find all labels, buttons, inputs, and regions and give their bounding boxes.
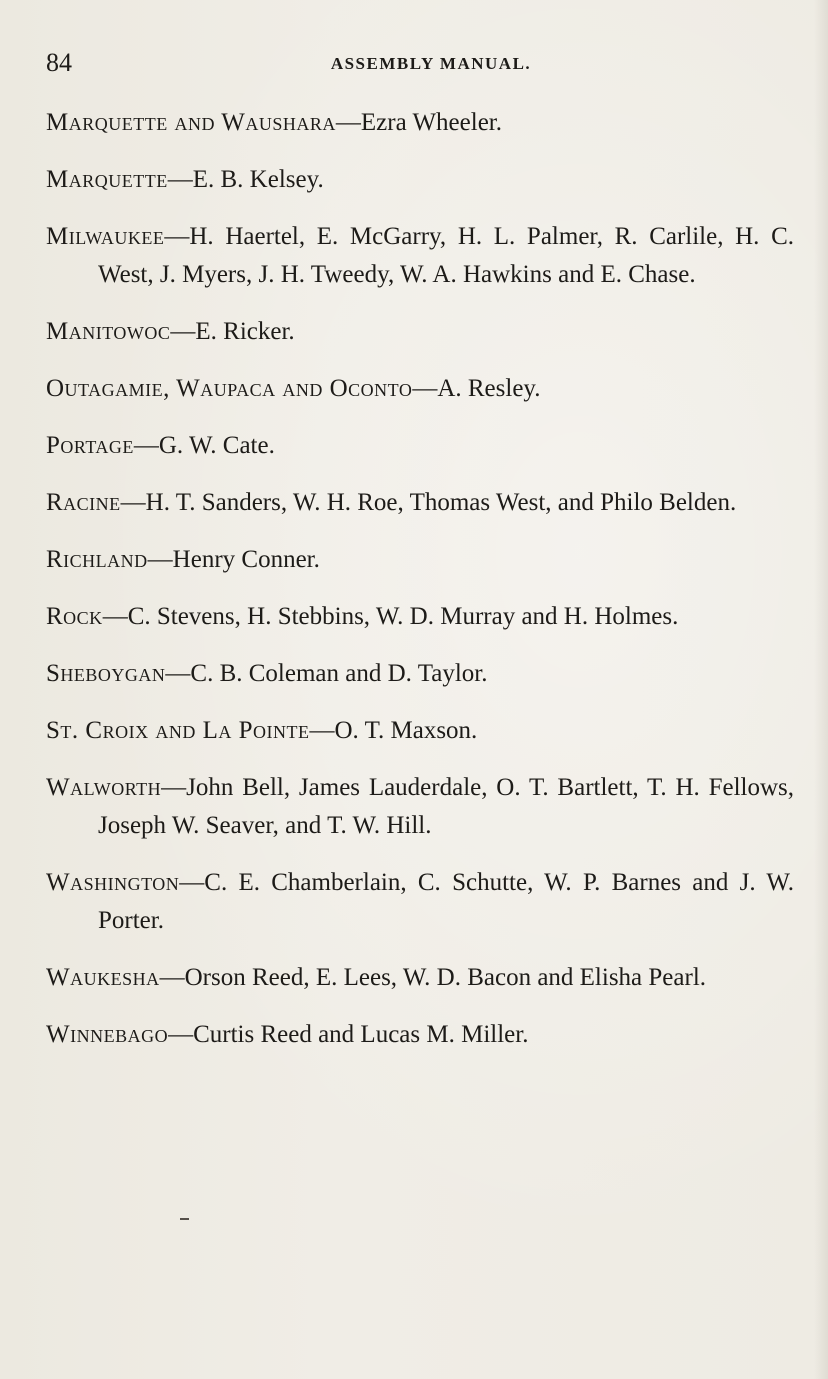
member-names: —H. T. Sanders, W. H. Roe, Thomas West, and Philo Belden.	[120, 489, 737, 516]
county-name: Washington	[46, 869, 180, 896]
county-name: Marquette and Waushara	[46, 109, 336, 136]
member-names: —John Bell, James Lauderdale, O. T. Bartlett, T. H. Fellows, Joseph W. Seaver, and T. W. Hill.	[98, 774, 794, 839]
member-names: —H. Haertel, E. McGarry, H. L. Palmer, R. Carlile, H. C. West, J. Myers, J. H. Tweedy, W. A. Hawkins and E. Chase.	[98, 223, 794, 288]
list-item	[46, 959, 794, 997]
page-header	[46, 48, 786, 82]
member-names: —O. T. Maxson.	[309, 717, 478, 744]
county-name: Racine	[46, 489, 121, 516]
county-name: Walworth	[46, 774, 162, 801]
member-names: —E. Ricker.	[170, 318, 295, 345]
county-name: Rock	[46, 603, 103, 630]
list-item	[46, 427, 794, 465]
member-names: —E. B. Kelsey.	[167, 166, 324, 193]
list-item	[46, 218, 794, 294]
member-names: —C. Stevens, H. Stebbins, W. D. Murray and H. Holmes.	[102, 603, 679, 630]
list-item	[46, 712, 794, 750]
member-list	[46, 104, 794, 1073]
member-names: —Henry Conner.	[147, 546, 320, 573]
county-name: Portage	[46, 432, 134, 459]
list-item	[46, 769, 794, 845]
list-item	[46, 161, 794, 199]
list-item	[46, 370, 794, 408]
member-names: —C. B. Coleman and D. Taylor.	[165, 660, 488, 687]
county-name: Winnebago	[46, 1021, 169, 1048]
county-name: Richland	[46, 546, 148, 573]
list-item	[46, 541, 794, 579]
county-name: Marquette	[46, 166, 168, 193]
list-item	[46, 864, 794, 940]
list-item	[46, 313, 794, 351]
list-item	[46, 598, 794, 636]
member-names: —Orson Reed, E. Lees, W. D. Bacon and Elisha Pearl.	[159, 964, 707, 991]
county-name: Waukesha	[46, 964, 160, 991]
list-item	[46, 1016, 794, 1054]
member-names: —Ezra Wheeler.	[335, 109, 502, 136]
county-name: Sheboygan	[46, 660, 166, 687]
ink-mark	[180, 1218, 189, 1220]
running-head: ASSEMBLY MANUAL.	[330, 54, 532, 73]
county-name: Manitowoc	[46, 318, 171, 345]
list-item	[46, 104, 794, 142]
member-names: —Curtis Reed and Lucas M. Miller.	[168, 1021, 529, 1048]
member-names: —G. W. Cate.	[133, 432, 275, 459]
member-names: —A. Resley.	[412, 375, 541, 402]
member-names: —C. E. Chamberlain, C. Schutte, W. P. Barnes and J. W. Porter.	[98, 869, 794, 934]
list-item	[46, 484, 794, 522]
county-name: St. Croix and La Pointe	[46, 717, 310, 744]
list-item	[46, 655, 794, 693]
county-name: Milwaukee	[46, 223, 165, 250]
page-edge-shadow	[814, 0, 828, 1379]
county-name: Outagamie, Waupaca and Oconto	[46, 375, 413, 402]
page-number: 84	[46, 48, 72, 77]
